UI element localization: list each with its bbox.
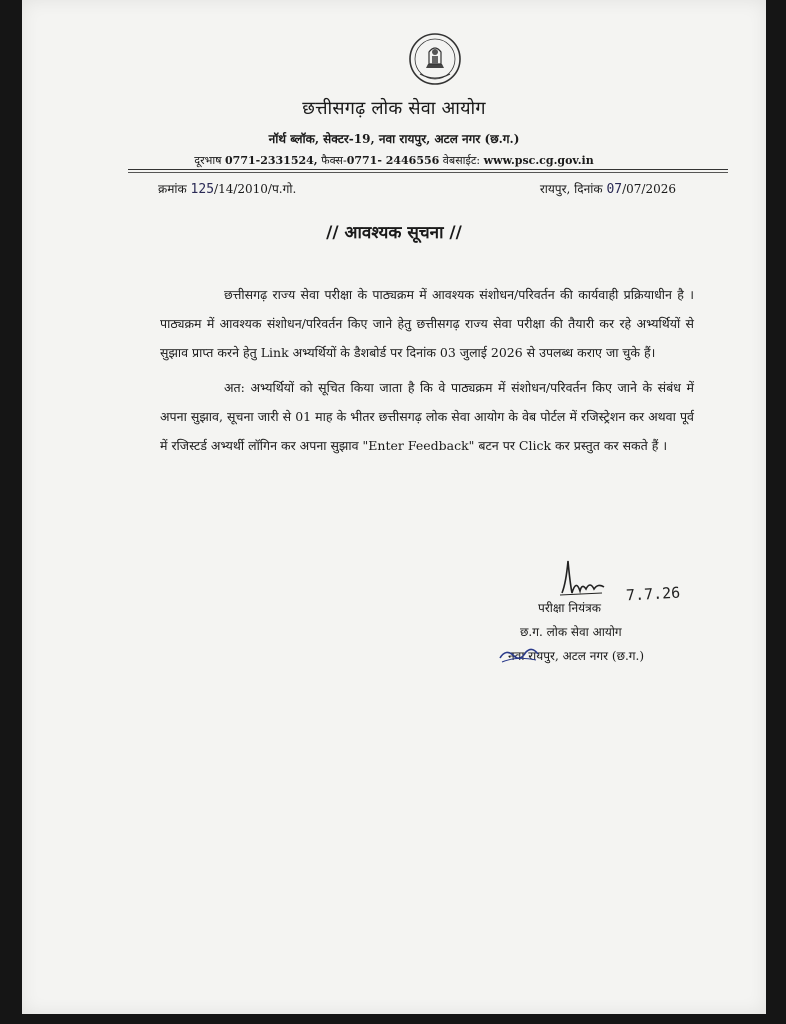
state-emblem-icon (408, 30, 462, 88)
signatory-designation: परीक्षा नियंत्रक (538, 601, 601, 615)
fax-label: फैक्स- (321, 154, 347, 167)
fax-number: 0771- 2446556 (346, 154, 440, 167)
paragraph-text: छत्तीसगढ़ राज्य सेवा परीक्षा के पाठ्यक्रम में आवश्यक संशोधन/परिवर्तन की कार्यवाही प्रक्रियाधीन है । पाठ्यक्रम में आवश्यक संशोधन/परिवर्तन किए जाने हेतु छत्तीसगढ़ राज्य सेवा परीक्षा की तैयारी कर रहे अभ्यर्थियों से सुझाव प्राप्त करने हेतु Link अभ्यर्थियों के डैशबोर्ड पर दिनांक 03 जुलाई 2026 से उपलब्ध कराए जा चुके हैं। (160, 287, 694, 360)
dateline-handwritten-day: 07 (606, 182, 623, 197)
reference-number (158, 180, 296, 197)
phone-label: दूरभाष (194, 154, 222, 167)
signature-mark (556, 553, 608, 601)
signature-handwritten-date: 7.7.26 (625, 583, 681, 605)
signatory-location: नवा रायपुर, अटल नगर (छ.ग.) (508, 649, 645, 663)
organization-address: नॉर्थ ब्लॉक, सेक्टर-19, नवा रायपुर, अटल नगर (छ.ग.) (268, 132, 520, 146)
notice-body (160, 280, 694, 466)
reference-suffix: /14/2010/प.गो. (214, 182, 297, 196)
phone-number: 0771-2331524, (225, 154, 318, 167)
paragraph (160, 280, 694, 367)
website-url: www.psc.cg.gov.in (483, 154, 594, 167)
paragraph-text: अत: अभ्यर्थियों को सूचित किया जाता है कि वे पाठ्यक्रम में संशोधन/परिवर्तन किए जाने के संबंध में अपना सुझाव, सूचना जारी से 01 माह के भीतर छत्तीसगढ़ लोक सेवा आयोग के वेब पोर्टल में रजिस्ट्रेशन कर अथवा पूर्व में रजिस्टर्ड अभ्यर्थी लॉगिन कर अपना सुझाव "Enter Feedback" बटन पर Click कर प्रस्तुत कर सकते हैं । (160, 380, 694, 453)
signatory-office: छ.ग. लोक सेवा आयोग (520, 625, 622, 639)
header-divider (128, 169, 728, 170)
contact-line (22, 153, 766, 168)
notice-paper (22, 0, 766, 1014)
header-divider-thin (128, 172, 728, 173)
dateline-rest: /07/2026 (622, 182, 676, 196)
dateline (540, 180, 676, 197)
pen-scribble-mark (496, 644, 542, 666)
reference-handwritten-number: 125 (190, 182, 215, 197)
organization-name: छत्तीसगढ़ लोक सेवा आयोग (302, 98, 486, 119)
paragraph (160, 373, 694, 460)
notice-title: // आवश्यक सूचना // (326, 223, 462, 243)
dateline-place: रायपुर, दिनांक (539, 182, 603, 196)
website-label: वेबसाईट: (442, 154, 481, 167)
reference-label: क्रमांक (158, 182, 187, 196)
